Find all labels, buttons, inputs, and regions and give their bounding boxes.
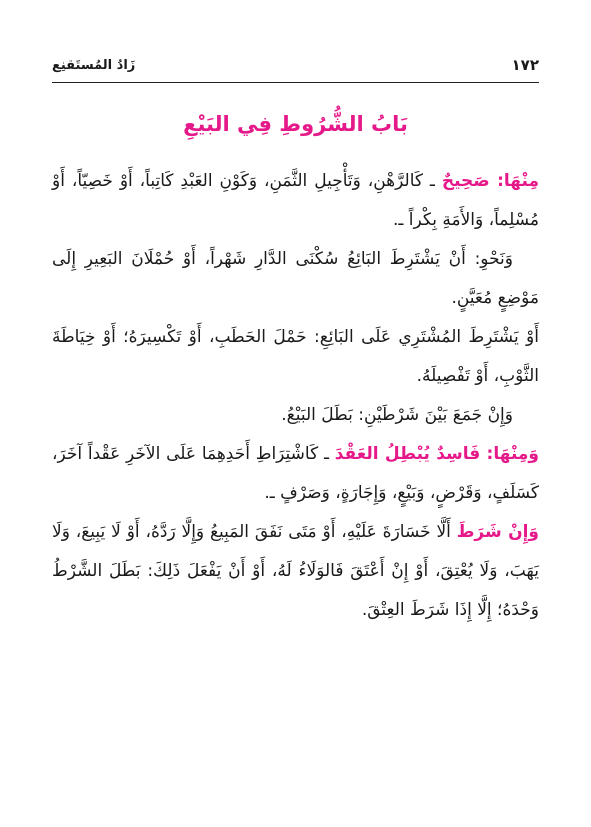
paragraph	[52, 396, 539, 435]
paragraph-text: أَوْ يَشْتَرِطَ المُشْتَرِي عَلَى البَائِعِ: حَمْلَ الحَطَبِ، أَوْ تَكْسِيرَهُ؛ أَوْ خِيَاطَةَ الثَّوْبِ، أَوْ تَفْصِيلَهُ.	[52, 327, 539, 386]
book-title: زَادُ المُستَقنِع	[52, 57, 136, 73]
paragraph	[52, 435, 539, 513]
paragraph-text: ـ كَالرَّهْنِ، وَتَأْجِيلِ الثَّمَنِ، وَكَوْنِ العَبْدِ كَاتِباً، أَوْ خَصِيّاً، أَوْ مُسْلِماً، وَالأَمَةِ بِكْراً ـ.	[52, 171, 539, 230]
paragraph-label: مِنْهَا: صَحِيحٌ	[441, 171, 539, 191]
chapter-title: بَابُ الشُّرُوطِ فِي البَيْعِ	[183, 112, 408, 136]
paragraph-text: ـ كَاشْتِرَاطِ أَحَدِهِمَا عَلَى الآخَرِ عَقْداً آخَرَ، كَسَلَفٍ، وَقَرْضٍ، وَبَيْعٍ، وَإِجَارَةٍ، وَصَرْفٍ ـ.	[52, 444, 539, 503]
paragraph-label: وَمِنْهَا: فَاسِدٌ يُبْطِلُ العَقْدَ	[334, 444, 539, 464]
paragraph-text: أَلَّا خَسَارَةَ عَلَيْهِ، أَوْ مَتَى نَفَقَ المَبِيعُ وَإِلَّا رَدَّهُ، أَوْ لَا يَبِيعَ، وَلَا يَهَبَ، وَلَا يُعْتِقَ، أَوْ إِنْ أَعْتَقَ فَالوَلَاءُ لَهُ، أَوْ أَنْ يَفْعَلَ ذَلِكَ: بَطَلَ الشَّرْطُ وَحْدَهُ؛ إِلَّا إِذَا شَرَطَ العِتْقَ.	[52, 522, 539, 620]
header-divider	[52, 82, 539, 83]
paragraph-text: وَإِنْ جَمَعَ بَيْنَ شَرْطَيْنِ: بَطَلَ البَيْعُ.	[281, 405, 513, 425]
paragraph	[52, 513, 539, 630]
paragraph	[52, 318, 539, 396]
paragraph-label: وَإِنْ شَرَطَ	[456, 522, 539, 542]
paragraph	[52, 240, 539, 318]
paragraph	[52, 162, 539, 240]
page-number: ١٧٢	[511, 56, 539, 74]
page-header	[52, 52, 539, 78]
body-text	[52, 162, 539, 630]
paragraph-text: وَنَحْوِ: أَنْ يَشْتَرِطَ البَائِعُ سُكْنَى الدَّارِ شَهْراً، أَوْ حُمْلَانَ البَعِيرِ إِلَى مَوْضِعٍ مُعَيَّنٍ.	[52, 249, 539, 308]
